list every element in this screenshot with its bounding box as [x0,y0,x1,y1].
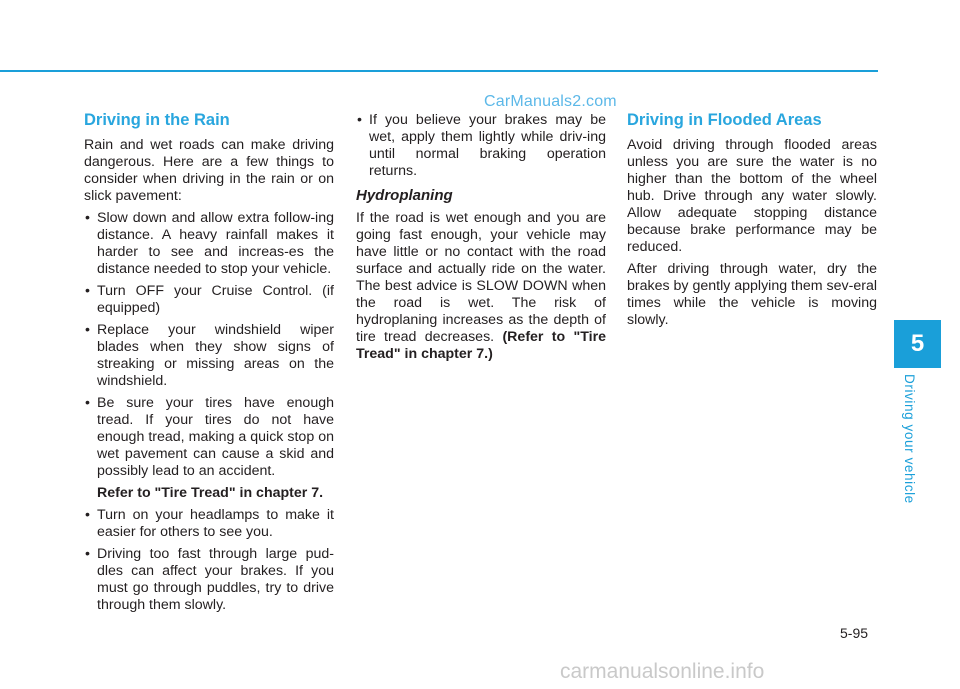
rain-bullet-list [84,210,334,480]
list-item: • Slow down and allow extra follow-ing distance. A heavy rainfall makes it harder to see and increas-es the distance needed to stop your vehicle. [85,210,334,277]
bullet-icon: • [85,395,90,411]
watermark-bottom: carmanualsonline.info [560,660,765,683]
flooded-para-2: After driving through water, dry the brakes by gently applying them sev-eral times while the vehicle is moving slowly. [627,261,877,328]
brakes-bullet-list [356,112,606,180]
tire-tread-ref: (Refer to "Tire Tread" in chapter 7.) [356,329,606,362]
header-rule [0,70,878,72]
bullet-icon: • [85,210,90,226]
bullet-icon: • [357,112,362,128]
bullet-icon: • [85,322,90,338]
flooded-para-1: Avoid driving through flooded areas unless you are sure the water is no higher than the bottom of the wheel hub. Drive through any water slowly. Allow adequate stopping distance because brake performance may be reduced. [627,137,877,255]
rain-bullet-list-2 [84,507,334,614]
chapter-tab: 5 [894,320,941,368]
column-3 [627,110,877,334]
tire-tread-note: Refer to "Tire Tread" in chapter 7. [97,485,324,501]
list-item: • Turn on your headlamps to make it easier for others to see you. [85,507,334,540]
bullet-icon: • [85,546,90,562]
list-item: • Turn OFF your Cruise Control. (if equipped) [85,283,334,316]
column-2 [356,112,606,368]
list-item: • Replace your windshield wiper blades when they show signs of streaking or missing areas on the windshield. [85,322,334,389]
heading-flooded-areas: Driving in Flooded Areas [627,111,822,129]
list-item: • Be sure your tires have enough tread. If your tires do not have enough tread, making a quick stop on wet pavement can cause a skid and possibly lead to an accident. [85,395,334,479]
list-item: • Driving too fast through large pud-dles can affect your brakes. If you must go through puddles, try to drive through them slowly. [85,546,334,613]
list-item: • If you believe your brakes may be wet, apply them lightly while driv-ing until normal braking operation returns. [357,112,606,179]
hydroplaning-para: If the road is wet enough and you are going fast enough, your vehicle may have little or no contact with the road surface and actually ride on the water. The best advice is SLOW DOWN when the road is wet. The risk of hydroplaning increases as the depth of tire tread decreases. (Refer to "Tire Tread" in chapter 7.) [356,210,606,362]
column-1 [84,110,334,619]
bullet-icon: • [85,507,90,523]
heading-driving-in-rain: Driving in the Rain [84,111,230,129]
heading-hydroplaning: Hydroplaning [356,187,453,204]
watermark-top: CarManuals2.com [484,93,617,110]
chapter-title: Driving your vehicle [902,374,917,504]
page-number: 5-95 [840,625,869,641]
rain-intro: Rain and wet roads can make driving dangerous. Here are a few things to consider when driving in the rain or on slick pavement: [84,137,334,204]
bullet-icon: • [85,283,90,299]
